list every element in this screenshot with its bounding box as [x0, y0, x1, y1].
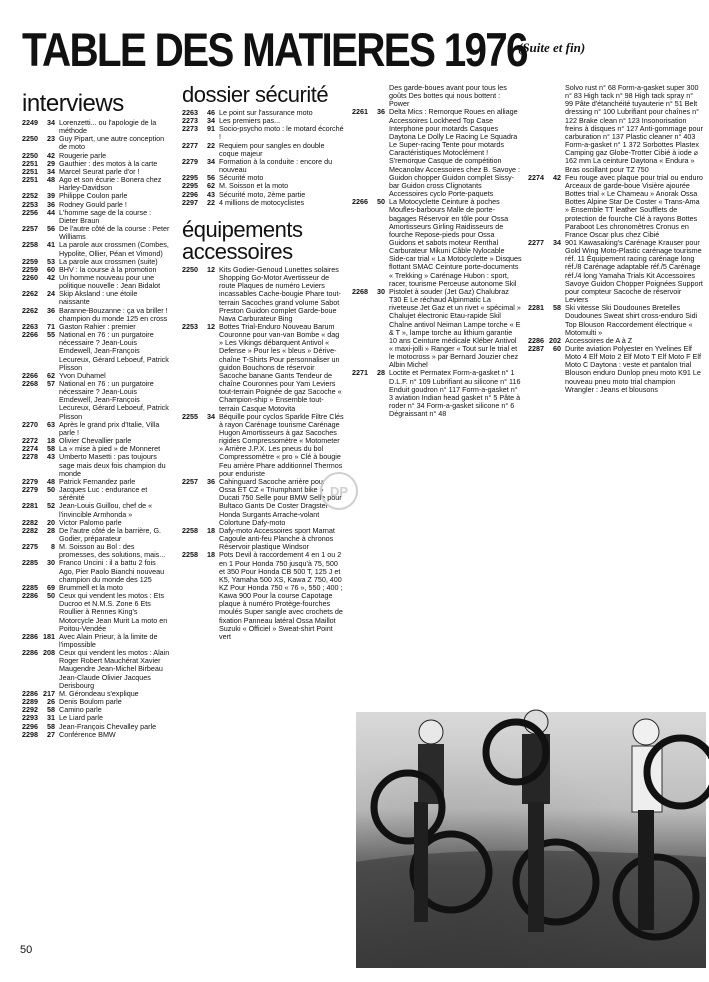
toc-entry [22, 731, 170, 739]
page-ref: 181 [43, 631, 55, 641]
entry-text: Philippe Coulon parle [59, 191, 128, 201]
entry-text: Loctite et Permatex Form-a-gasket n° 1 D.L.F. n° 109 Lubrifiant au silicone n° 116 Enduit goudron n° 117 Form-a-gasket n° 3 aviation Indian head gasket n° 5 Pâte à roder n° 34 Form-a-gasket silicone n° 6 Dégraissant n° 48 [389, 368, 521, 419]
entry-text: Yvon Duhamel [59, 370, 106, 380]
issue-number: 2274 [22, 444, 38, 454]
page-ref: 62 [207, 181, 215, 191]
page-ref: 29 [47, 158, 55, 168]
entry-text: Béquille pour cyclos Sparkle Filtre Clés à rayon Carénage tourisme Carénage Hugon Amortisseurs à gaz Sacoches rigides Compressomètre « Motometer » Arrière J.P.X. Les pneus du bol Compressomètre « pro » Clé à bougie Feu arrière Phare additionnel Thermos pour enduriste [219, 411, 344, 478]
issue-number: 2275 [22, 542, 38, 552]
entry-text: Ceux qui vendent les motos : Alain Roger Robert Mauchérat Xavier Maugendre Jean-Michel Birbeau Jean-Claude Olivier Jacques Derisbourg [59, 648, 170, 690]
page-ref: 58 [47, 721, 55, 731]
page-ref: 18 [207, 525, 215, 535]
issue-number: 2266 [22, 330, 38, 340]
issue-number: 2272 [22, 436, 38, 446]
toc-entry [22, 274, 170, 290]
page-ref: 22 [207, 197, 215, 207]
entry-text: La « mise à pied » de Monneret [59, 444, 161, 454]
issue-number: 2273 [182, 116, 198, 126]
toc-entry [528, 84, 703, 174]
issue-number [352, 84, 373, 108]
toc-entry [182, 266, 344, 323]
page-number: 50 [20, 944, 33, 956]
toc-entry [352, 108, 522, 198]
issue-number: 2273 [182, 124, 198, 134]
toc-entry [528, 304, 703, 337]
issue-number: 2296 [182, 189, 198, 199]
toc-entry [22, 543, 170, 559]
entry-text: Marcel Seurat parle d'or ! [59, 166, 140, 176]
entry-text: Gaston Rahier : premier [59, 321, 136, 331]
equipements-list [182, 266, 344, 641]
toc-entry [182, 323, 344, 413]
toc-entry [22, 527, 170, 543]
photo-illustration [356, 712, 706, 968]
page-ref: 8 [51, 542, 55, 552]
page-ref: 34 [553, 237, 561, 247]
page-ref: 56 [207, 173, 215, 183]
toc-entry [22, 592, 170, 633]
entry-text: M. Soisson et la moto [219, 181, 289, 191]
entry-text: Bottes Trial-Enduro Nouveau Barum Couronne pour van-van Bombe « dag » Les Vikings débarquent Antivol « Defense » Pour les « bleus » Dérive-chaîne T-Shirts Pour personnaliser un guidon Bouchons de réservoir Sacoche banane Gants Tendeur de chaîne Couronnes pour Yam Leviers tout-terrain Poignée de gaz Sacoche « Champion-ship » Ensemble tout-terrain Casque Motovita [219, 321, 342, 413]
issue-number: 2285 [22, 558, 38, 568]
page-ref: 43 [207, 189, 215, 199]
entry-text: National en 76 : un purgatoire nécessaire ? Jean-Louis Emdewell, Jean-François Lecureux, Gérard Leboeuf, Patrick Plisson [59, 330, 169, 372]
entry-text: De l'autre côté de la course : Peter Williams [59, 224, 170, 242]
issue-number: 2257 [22, 224, 38, 234]
page-ref: 60 [47, 264, 55, 274]
entry-text: M. Gérondeau s'explique [59, 688, 139, 698]
entry-text: La parole aux crossmen (Combes, Hypolite, Ollier, Péan et Vimond) [59, 240, 169, 258]
toc-entry [352, 84, 522, 108]
page-ref: 30 [377, 286, 385, 296]
toc-entry [22, 307, 170, 323]
issue-number: 2263 [182, 108, 198, 117]
page-ref: 53 [47, 256, 55, 266]
toc-entry [22, 453, 170, 477]
page-ref: 42 [47, 150, 55, 160]
toc-entry [182, 142, 344, 158]
issue-number: 2259 [22, 264, 38, 274]
issue-number: 2257 [182, 476, 198, 486]
page-ref: 31 [47, 713, 55, 723]
issue-number: 2258 [182, 525, 198, 535]
page-ref: 58 [47, 705, 55, 715]
issue-number: 2277 [182, 140, 198, 150]
page-ref: 43 [47, 452, 55, 462]
entry-text: L'homme sage de la course : Dieter Braun [59, 207, 152, 225]
entry-text: National en 76 : un purgatoire nécessaire ? Jean-Louis Emdewell, Jean-François Lecureux, Gérard Leboeuf, Patrick Plisson [59, 379, 169, 421]
entry-text: Pots Devil à raccordement 4 en 1 ou 2 en 1 Pour Honda 750 jusqu'à 75, 500 et 350 Pour Honda CB 500 T, 125 J et K5, Yamaha 500 XS, Kawa Z 750, 400 KZ Pour Honda 750 « 76 », 550 ; 400 ; Kawa 900 Pour la course Capotage plaque à numéro Protège-fourches moulés Super sangle avec crochets de fixation Panneau latéral Ossa Maillot Suzuki « Officiel » Sweat-shirt Point vert [219, 550, 343, 641]
toc-entry [22, 331, 170, 372]
entry-text: Sécurité moto, 2ème partie [219, 189, 306, 199]
entry-text: La parole aux crossmen (suite) [59, 256, 158, 266]
issue-number: 2279 [22, 476, 38, 486]
issue-number: 2258 [22, 240, 38, 250]
entry-text: Baranne-Bouzanne : ça va briller ! champion du monde 125 en cross [59, 305, 168, 323]
page-ref: 48 [47, 175, 55, 185]
issue-number: 2266 [352, 197, 368, 207]
entry-text: Conférence BMW [59, 729, 116, 739]
issue-number: 2250 [182, 264, 198, 274]
toc-entry [528, 174, 703, 239]
securite-equipements-column [182, 84, 344, 982]
toc-entry [182, 199, 344, 207]
page-ref: 69 [47, 582, 55, 592]
toc-entry [22, 649, 170, 690]
entry-text: Denis Boulom parle [59, 697, 122, 707]
issue-number: 2279 [22, 485, 38, 495]
page-ref [549, 84, 565, 174]
issue-number: 2282 [22, 517, 38, 527]
toc-entry [22, 421, 170, 437]
issue-number: 2279 [182, 156, 198, 166]
watermark-logo [318, 470, 360, 512]
toc-entry [22, 209, 170, 225]
entry-text: Socio-psycho moto : le motard écorché ! [219, 124, 344, 142]
issue-number: 2251 [22, 166, 38, 176]
toc-entry [22, 135, 170, 151]
toc-entry [182, 158, 344, 174]
entry-text: Feu rouge avec plaque pour trial ou enduro Arceaux de garde-boue Visière ajourée Bottes trial « Le Chameau » Anorak Ossa Bottes Alpine Star De Coster « Trans-Ama » Ensemble TT leather Soufflets de protection de fourche Clé à rayons Bottes Paraboot Les chronomètres Cronus en France Oscar plus chez Cibié [565, 172, 703, 239]
entry-text: 4 millions de motocyclistes [219, 197, 305, 207]
toc-entry [22, 380, 170, 421]
issue-number: 2296 [22, 721, 38, 731]
toc-entry [22, 225, 170, 241]
page-ref: 217 [43, 688, 55, 698]
page-ref: 46 [207, 108, 215, 117]
issue-number: 2271 [352, 368, 368, 378]
page-ref: 22 [207, 140, 215, 150]
entry-text: Lorenzetti... ou l'apologie de la méthode [59, 118, 157, 136]
issue-number: 2262 [22, 305, 38, 315]
page-ref: 48 [47, 476, 55, 486]
page-ref: 12 [207, 264, 215, 274]
issue-number: 2268 [22, 379, 38, 388]
securite-list [182, 109, 344, 207]
page-ref: 28 [47, 525, 55, 535]
issue-number: 2258 [182, 550, 198, 560]
issue-number: 2270 [22, 419, 38, 429]
issue-number: 2249 [22, 118, 38, 127]
toc-entry [22, 119, 170, 135]
toc-entry [182, 413, 344, 478]
issue-number: 2259 [22, 256, 38, 266]
entry-text: Un homme nouveau pour une politique nouvelle : Jean Bidalot [59, 272, 161, 291]
interviews-list [22, 119, 170, 739]
page-ref: 57 [47, 379, 55, 388]
issue-number: 2253 [182, 321, 198, 331]
page-ref: 36 [377, 107, 385, 117]
page-ref: 26 [47, 697, 55, 707]
issue-number: 2295 [182, 181, 198, 191]
watermark-text: DP [329, 484, 349, 499]
page-ref: 202 [549, 335, 561, 345]
entry-text: Après le grand prix d'Italie, Villa parle ! [59, 419, 160, 437]
entry-text: Jean-Louis Guillou, chef de « l'invincible Armhonda » [59, 501, 153, 519]
page-title: TABLE DES MATIERES 1976 [22, 23, 527, 76]
toc-entry [22, 559, 170, 583]
entry-text: Durite aviation Polyester en Yvelines Elf Moto 4 Elf Moto 2 Elf Moto T Elf Moto F Elf Moto C Daytona : veste et pantalon trial Blouson enduro Dunlop pneu moto K91 Le nouveau pneu moto trial champion Wrangler : Jeans et blousons [565, 344, 701, 394]
entry-text: Brummell et la moto [59, 582, 123, 592]
entry-text: Victor Palomo parle [59, 517, 122, 527]
page-ref: 34 [207, 116, 215, 126]
page-ref: 50 [47, 485, 55, 495]
page-ref: 56 [47, 224, 55, 234]
issue-number: 2256 [22, 207, 38, 217]
entry-text: Les premiers pas... [219, 116, 281, 126]
entry-text: Delta Mics : Remorque Roues en alliage Accessoires Lockheed Top Case Interphone pour motards Casques Daytona Le Dolly Le Racing Le Squadra Le Super-racing Tente pour motards Caractéristiques Motoclément ! S'remorque Casque de compétition Mecanolav Accessoires chez B. Savoye : Guidon chopper Guidon complet Sissy-bar Guidon cross Clignotants Accessoires cyclo Porte-paquets [389, 107, 521, 199]
page-ref: 62 [47, 370, 55, 380]
page-ref: 52 [47, 501, 55, 511]
issue-number: 2286 [22, 591, 38, 601]
entry-text: Patrick Fernandez parle [59, 476, 136, 486]
toc-entry [22, 241, 170, 257]
securite-heading: dossier sécurité [182, 82, 329, 107]
entry-text: Formation à la conduite : encore du nouveau [219, 156, 333, 175]
issue-number: 2297 [182, 197, 198, 207]
issue-number: 2253 [22, 199, 38, 209]
page-ref: 36 [47, 199, 55, 209]
trial-riders-photo [356, 712, 706, 968]
issue-number: 2255 [182, 411, 198, 421]
issue-number: 2295 [182, 173, 198, 183]
page-ref: 55 [47, 330, 55, 340]
entry-text: Gauthier : des motos à la carte [59, 158, 158, 168]
issue-number: 2251 [22, 175, 38, 185]
issue-number: 2287 [528, 344, 544, 353]
entry-text: Guy Pipart, une autre conception de moto [59, 134, 165, 152]
issue-number: 2274 [528, 172, 544, 182]
entry-text: Dafy-moto Accessoires sport Marnat Cagoule anti-feu Planche à chronos Réservoir plastique Windsor [219, 525, 335, 552]
page-ref: 41 [47, 240, 55, 250]
issue-number: 2286 [22, 631, 38, 641]
issue-number: 2278 [22, 452, 38, 462]
page-ref: 39 [47, 191, 55, 201]
page-ref: 34 [47, 166, 55, 176]
issue-number: 2282 [22, 525, 38, 535]
entry-text: Olivier Chevallier parle [59, 436, 132, 446]
page-ref [373, 84, 389, 108]
page-ref: 30 [47, 558, 55, 568]
page-ref: 71 [47, 321, 55, 331]
issue-number: 2250 [22, 150, 38, 160]
issue-number: 2298 [22, 729, 38, 739]
col4-list [528, 84, 703, 394]
page-ref: 18 [207, 550, 215, 560]
page-ref: 42 [47, 272, 55, 282]
toc-entry [352, 288, 522, 370]
page-ref: 34 [47, 118, 55, 127]
issue-number: 2251 [22, 158, 38, 168]
col3-list [352, 84, 522, 418]
interviews-heading: interviews [22, 90, 124, 117]
toc-entry [352, 369, 522, 418]
page-ref: 42 [553, 172, 561, 182]
toc-entry [182, 551, 344, 641]
page-ref: 44 [47, 207, 55, 217]
page-ref: 50 [47, 591, 55, 601]
issue-number: 2281 [528, 303, 544, 313]
toc-entry [22, 290, 170, 306]
page-ref: 208 [43, 648, 55, 658]
issue-number: 2285 [22, 582, 38, 592]
entry-text: Le Liard parle [59, 713, 103, 723]
entry-text: La Motocyclette Ceinture à poches Moufles-barbours Malle de porte-bagages Réservoir en tôle pour Ossa Amortisseurs Girling Raidisseurs de fourche Repose-pieds pour Ossa Guidons et sabots moteur Renthal Carburateur Mikuni Câble Nylocable Side-car trial « La Motocyclette » Disques flottant SMAC Ceinture porte-documents « Trekking » Carénage Hubon : sport, racer, tourisme Perceuse autonome Skil [389, 197, 522, 288]
page-ref: 91 [207, 124, 215, 134]
entry-text: Le point sur l'assurance moto [219, 108, 313, 117]
toc-entry [182, 527, 344, 551]
entry-text: Des garde-boues avant pour tous les goûts Des bottes qui nous bottent : Power [389, 83, 507, 109]
issue-number: 2293 [22, 713, 38, 723]
issue-number: 2263 [22, 321, 38, 331]
page-ref: 20 [47, 517, 55, 527]
issue-number: 2252 [22, 191, 38, 201]
entry-text: Ski vitesse Ski Doudounes Bretelles Doudounes Sweat shirt cross-enduro Sidi Top Blouson Raccordement électrique « Motomulti » [565, 303, 698, 337]
entry-text: Camino parle [59, 705, 102, 715]
issue-number: 2250 [22, 134, 38, 144]
page-ref: 60 [553, 344, 561, 353]
entry-text: BHV : la course à la promotion [59, 264, 157, 274]
interviews-column [22, 92, 170, 844]
page-ref: 50 [377, 197, 385, 207]
page-ref: 58 [553, 303, 561, 313]
entry-text: Rougerie parle [59, 150, 107, 160]
entry-text: Kits Godier-Genoud Lunettes solaires Shopping Go-Motor Avertisseur de route Plaques de numéro Leviers incassables Cache-bougie Phare tout-terrain Sacoches grand volume Sabot Preston Guidon complet Garde-boue Nava Carburateur Bing [219, 264, 341, 323]
issue-number: 2286 [528, 335, 544, 345]
page-ref: 28 [377, 368, 385, 378]
page-ref: 58 [47, 444, 55, 454]
toc-entry [528, 345, 703, 394]
issue-number: 2277 [528, 237, 544, 247]
issue-number: 2281 [22, 501, 38, 511]
entry-text: De l'autre côté de la barrière, G. Godier, préparateur [59, 525, 162, 543]
issue-number: 2286 [22, 648, 38, 658]
entry-text: Solvo rust n° 68 Form-a-gasket super 300 n° 83 High tack n° 98 High tack spray n° 99 Pâte d'étanchéité tuyauterie n° 51 Belt dressing n° 100 Lubrifiant pour chaînes n° 122 Brake clean n° 123 Insonorisation freins à disques n° 127 Anti-gommage pour carburation n° 137 Plastic cleaner n° 403 Form-a-gasket n° 1 372 Sorbottes Plastex Camping gaz Globe-Trotter Cibié à iode ⌀ 162 mm La ceinture Daytona « Endura » Bras oscillant pour TZ 750 [565, 83, 703, 174]
entry-text: Avec Alain Prieur, à la limite de l'impossible [59, 631, 158, 649]
issue-number: 2286 [22, 688, 38, 698]
issue-number: 2292 [22, 705, 38, 715]
entry-text: M. Soisson au Bol : des promesses, des solutions, mais... [59, 542, 166, 560]
entry-text: Umberto Masetti : pas toujours sage mais deux fois champion du monde [59, 452, 166, 478]
issue-number: 2262 [22, 289, 38, 299]
toc-entry [22, 502, 170, 518]
entry-text: Ago et son écurie : Bonera chez Harley-Davidson [59, 175, 162, 193]
entry-text: Requiem pour sangles en double coque majeur [219, 140, 325, 158]
page-ref: 34 [207, 411, 215, 421]
entry-text: Sécurité moto [219, 173, 264, 183]
page-ref: 12 [207, 321, 215, 331]
entry-text: Jacques Luc : endurance et sérénité [59, 485, 148, 503]
page-ref: 27 [47, 729, 55, 739]
entry-text: Rodney Gould parle ! [59, 199, 127, 209]
page-ref: 34 [207, 156, 215, 166]
page-ref: 23 [47, 134, 55, 144]
equipements-heading: équipements accessoires [182, 216, 303, 264]
issue-number: 2260 [22, 272, 38, 282]
accessories-column-3 [352, 83, 522, 419]
page-ref: 36 [47, 305, 55, 315]
entry-text: Skip Aksland : une étoile naissante [59, 289, 138, 307]
entry-text: Cahinguard Sacoche arrière pour Ossa ET CZ « Triumphant bike » Ducati 750 Selle pour BMW Selle pour Bultaco Gants De Coster Dragster Honda Surgants Arrache-volant Colortune Dafy-moto [219, 476, 342, 527]
toc-entry [182, 125, 344, 141]
issue-number: 2266 [22, 370, 38, 380]
page-subtitle: (Suite et fin) [518, 40, 586, 55]
toc-entry [352, 198, 522, 288]
toc-entry [22, 486, 170, 502]
page-ref: 18 [47, 436, 55, 446]
entry-text: 901 Kawasaking's Carénage Krauser pour Gold Wing Moto-Plastic carénage tourisme réf. 11 Équipement racing carénage long réf./8 Carénage adaptable réf./5 Carénage réf./4 long Yamaha Trials Kit Accessoires Savoye Guidon Chopper Poignées Support pour compteur Sacoche de réservoir Leviers [565, 237, 703, 305]
toc-entry [22, 633, 170, 649]
issue-number: 2268 [352, 286, 368, 296]
entry-text: Ceux qui vendent les motos : Ets Ducroo et N.M.S. Zone 6 Ets Roullier à Rennes King's Motorcycle Jean Murit La moto en Poitou-Vendée [59, 591, 168, 633]
toc-entry [22, 176, 170, 192]
toc-entry [528, 239, 703, 304]
entry-text: Jean-François Chevalley parle [59, 721, 157, 731]
page-ref: 36 [207, 476, 215, 486]
entry-text: Franco Uncini : il a battu 2 fois Ago, Pier Paolo Bianchi nouveau champion du monde des 125 [59, 558, 165, 584]
issue-number [528, 84, 549, 174]
accessories-column-4 [528, 84, 703, 714]
page-ref: 63 [47, 419, 55, 429]
entry-text: Accessoires de A à Z [565, 335, 633, 345]
issue-number: 2261 [352, 107, 368, 117]
issue-number: 2289 [22, 697, 38, 707]
page-ref: 24 [47, 289, 55, 299]
entry-text: Pistolet à souder (Jet Gaz) Chalubraz T30 E Le réchaud Alpinmatic La riveteuse Jet Gaz et un rivet « spécimal » Chalujet électronic Etau-rapide Skil Chaîne antivol Neiman Lampe torche « E & T », lampe torche au lithium garantie 10 ans Ceinture médicale Kléber Antivol « maxi-jolli » Ranger « Tout sur le trial et le motocross » par Bernard Jouzier chez Albin Michel [389, 286, 521, 370]
